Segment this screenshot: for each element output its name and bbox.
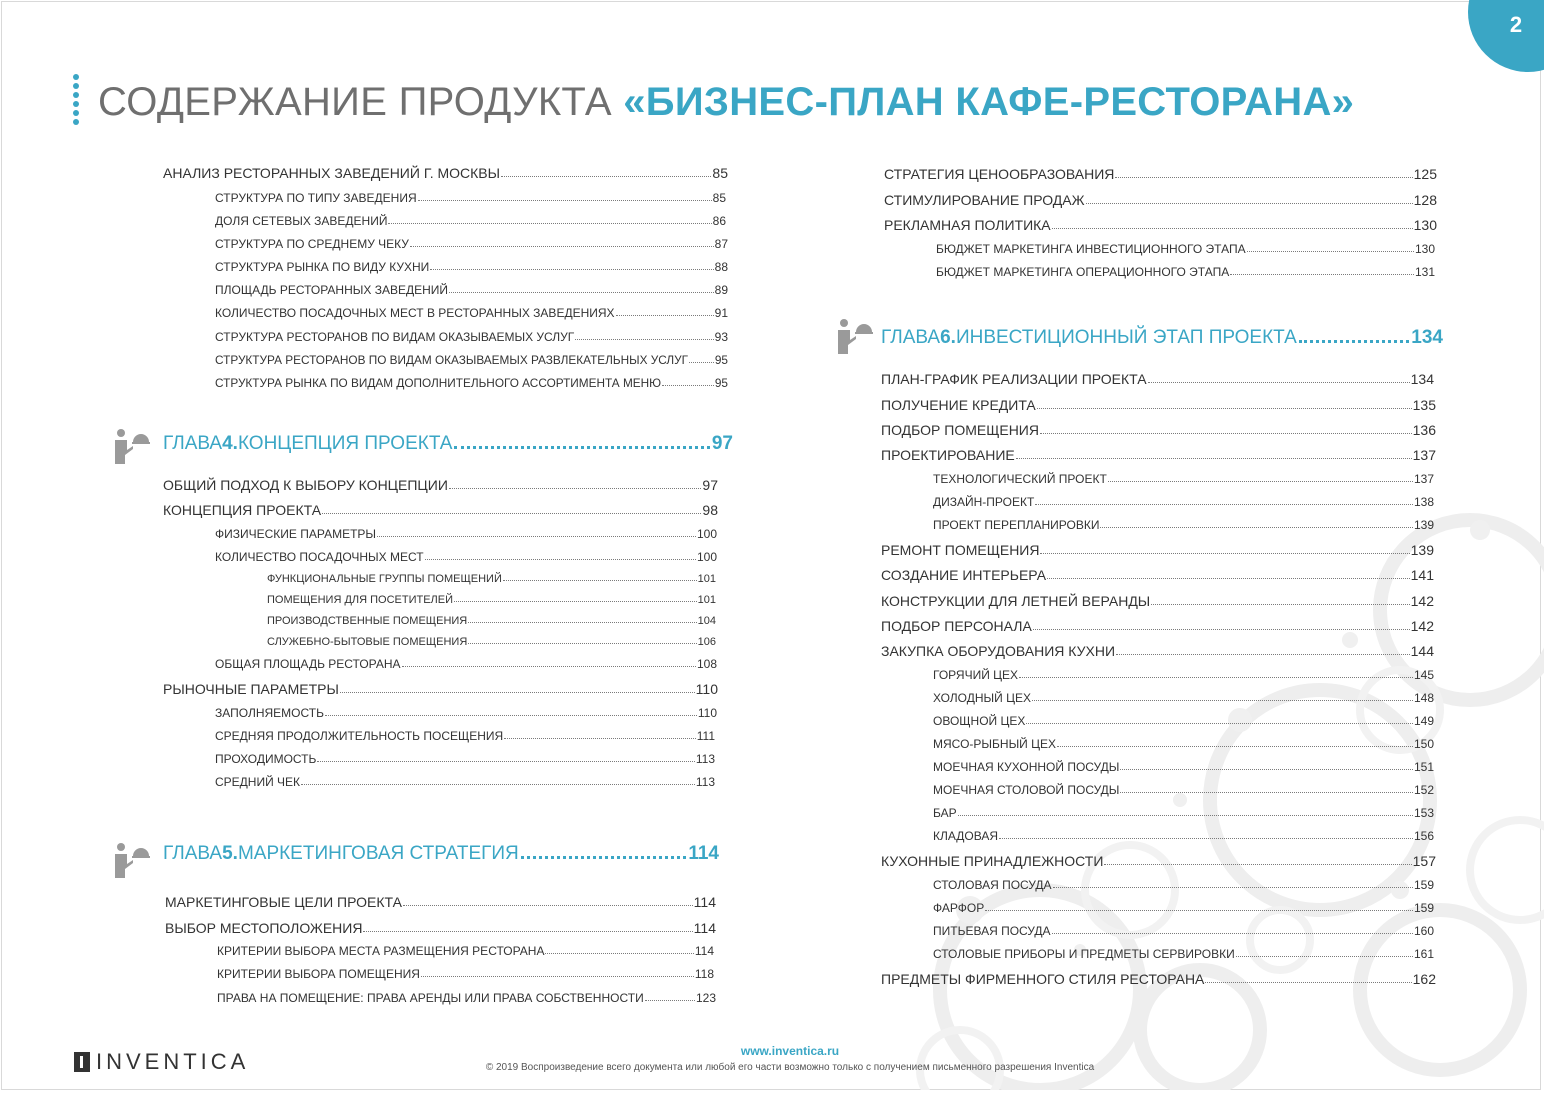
toc-entry-page: 110 (695, 681, 718, 697)
toc-entry[interactable] (933, 783, 1434, 797)
toc-entry-page: 139 (1410, 542, 1434, 558)
toc-entry-page: 91 (714, 306, 728, 320)
toc-entry-title: ГОРЯЧИЙ ЦЕХ (933, 668, 1019, 682)
toc-entry[interactable] (217, 991, 716, 1005)
chapter-4-heading[interactable] (163, 433, 733, 455)
toc-entry[interactable] (933, 737, 1434, 751)
toc-entry[interactable] (933, 924, 1434, 938)
toc-entry-page: 101 (697, 594, 716, 606)
toc-entry[interactable] (215, 550, 717, 564)
inventica-logo-icon (74, 1052, 90, 1072)
toc-entry-page: 160 (1413, 924, 1434, 938)
toc-entry-title: РЕКЛАМНАЯ ПОЛИТИКА (884, 217, 1051, 233)
toc-entry-page: 98 (702, 502, 718, 518)
toc-entry-title: ПРОХОДИМОСТЬ (215, 752, 317, 766)
toc-entry-page: 86 (712, 214, 726, 228)
inventica-logo-text: INVENTICA (96, 1049, 250, 1074)
toc-entry[interactable] (936, 265, 1435, 279)
toc-entry[interactable] (933, 472, 1434, 486)
toc-entry-page: 125 (1413, 166, 1437, 182)
toc-entry-title: КОНСТРУКЦИИ ДЛЯ ЛЕТНЕЙ ВЕРАНДЫ (881, 593, 1151, 609)
toc-entry-title: СТРУКТУРА РЫНКА ПО ВИДУ КУХНИ (215, 260, 430, 274)
chapter-page: 134 (1411, 327, 1443, 348)
inventica-logo[interactable] (74, 1049, 249, 1075)
toc-entry-page: 118 (694, 967, 714, 981)
toc-entry-page: 135 (1412, 397, 1436, 413)
footer-website-link[interactable]: www.inventica.ru (740, 1044, 840, 1058)
toc-entry[interactable] (215, 237, 728, 251)
waiter-serving-icon (112, 842, 152, 878)
page-title (98, 78, 1354, 126)
chapter-title: ИНВЕСТИЦИОННЫЙ ЭТАП ПРОЕКТА (955, 327, 1297, 348)
toc-entry-title: БАР (933, 806, 957, 820)
toc-entry-page: 130 (1414, 242, 1435, 256)
toc-entry-title: КОЛИЧЕСТВО ПОСАДОЧНЫХ МЕСТ (215, 550, 424, 564)
toc-entry[interactable] (215, 706, 717, 720)
toc-entry-title: БЮДЖЕТ МАРКЕТИНГА ИНВЕСТИЦИОННОГО ЭТАПА (936, 242, 1246, 256)
toc-entry[interactable] (933, 495, 1434, 509)
toc-entry-title: БЮДЖЕТ МАРКЕТИНГА ОПЕРАЦИОННОГО ЭТАПА (936, 265, 1230, 279)
toc-entry-page: 137 (1413, 472, 1434, 486)
toc-entry-title: СОЗДАНИЕ ИНТЕРЬЕРА (881, 567, 1047, 583)
toc-entry[interactable] (884, 192, 1437, 208)
toc-entry[interactable] (215, 752, 715, 766)
toc-entry[interactable] (881, 643, 1434, 659)
toc-entry-title: МЯСО-РЫБНЫЙ ЦЕХ (933, 737, 1057, 751)
toc-entry-title: СТИМУЛИРОВАНИЕ ПРОДАЖ (884, 192, 1085, 208)
toc-entry-page: 162 (1412, 971, 1436, 987)
toc-entry-title: КРИТЕРИИ ВЫБОРА ПОМЕЩЕНИЯ (217, 967, 420, 981)
toc-entry-title: СЛУЖЕБНО-БЫТОВЫЕ ПОМЕЩЕНИЯ (267, 636, 468, 648)
toc-entry[interactable] (933, 691, 1434, 705)
toc-entry[interactable] (215, 330, 728, 344)
toc-entry-title: СРЕДНИЙ ЧЕК (215, 775, 301, 789)
toc-entry-title: ОБЩИЙ ПОДХОД К ВЫБОРУ КОНЦЕПЦИИ (163, 477, 448, 493)
toc-entry-title: ПОЛУЧЕНИЕ КРЕДИТА (881, 397, 1036, 413)
chapter-label: ГЛАВА (163, 433, 223, 454)
toc-entry[interactable] (215, 657, 717, 671)
toc-entry[interactable] (884, 217, 1437, 233)
toc-entry-page: 114 (693, 920, 716, 936)
toc-entry[interactable] (215, 191, 726, 205)
toc-entry-title: РЕМОНТ ПОМЕЩЕНИЯ (881, 542, 1040, 558)
toc-entry-title: СТРУКТУРА РЕСТОРАНОВ ПО ВИДАМ ОКАЗЫВАЕМЫХ РАЗВЛЕКАТЕЛЬНЫХ УСЛУГ (215, 353, 688, 367)
toc-entry-title: ПОДБОР ПОМЕЩЕНИЯ (881, 422, 1039, 438)
toc-entry-title: ВЫБОР МЕСТОПОЛОЖЕНИЯ (165, 920, 363, 936)
toc-entry[interactable] (881, 567, 1434, 583)
toc-entry[interactable] (933, 714, 1434, 728)
toc-entry-title: РЫНОЧНЫЕ ПАРАМЕТРЫ (163, 681, 339, 697)
toc-entry-title: МОЕЧНАЯ КУХОННОЙ ПОСУДЫ (933, 760, 1120, 774)
toc-entry-page: 85 (712, 165, 728, 181)
toc-entry-page: 150 (1413, 737, 1434, 751)
toc-entry-title: ПРОЕКТ ПЕРЕПЛАНИРОВКИ (933, 518, 1100, 532)
toc-entry-title: КУХОННЫЕ ПРИНАДЛЕЖНОСТИ (881, 853, 1104, 869)
page-title-accent: «БИЗНЕС-ПЛАН КАФЕ-РЕСТОРАНА» (623, 80, 1355, 124)
chapter-label: ГЛАВА (163, 843, 223, 864)
toc-entry[interactable] (933, 878, 1434, 892)
toc-entry-page: 149 (1413, 714, 1434, 728)
toc-entry[interactable] (215, 353, 728, 367)
toc-entry-page: 113 (695, 775, 715, 789)
toc-entry[interactable] (165, 894, 716, 910)
toc-entry-title: ПИТЬЕВАЯ ПОСУДА (933, 924, 1051, 938)
toc-entry-title: ЗАКУПКА ОБОРУДОВАНИЯ КУХНИ (881, 643, 1116, 659)
chapter-label: ГЛАВА (881, 327, 941, 348)
toc-entry-page: 100 (696, 527, 717, 541)
toc-entry-title: ФУНКЦИОНАЛЬНЫЕ ГРУППЫ ПОМЕЩЕНИЙ (267, 573, 502, 585)
toc-entry-page: 88 (714, 260, 728, 274)
page-number: 2 (1509, 12, 1523, 37)
toc-entry-title: СТРУКТУРА ПО ТИПУ ЗАВЕДЕНИЯ (215, 191, 417, 205)
toc-entry-page: 145 (1413, 668, 1434, 682)
toc-entry[interactable] (215, 306, 728, 320)
toc-entry-title: ПРЕДМЕТЫ ФИРМЕННОГО СТИЛЯ РЕСТОРАНА (881, 971, 1205, 987)
toc-entry[interactable] (163, 502, 718, 518)
toc-entry-title: СТРУКТУРА РЕСТОРАНОВ ПО ВИДАМ ОКАЗЫВАЕМЫХ УСЛУГ (215, 330, 575, 344)
toc-entry[interactable] (215, 283, 728, 297)
toc-entry[interactable] (881, 422, 1436, 438)
toc-entry[interactable] (881, 447, 1436, 463)
toc-entry-page: 95 (714, 353, 728, 367)
toc-entry[interactable] (884, 166, 1437, 182)
toc-entry[interactable] (215, 260, 728, 274)
toc-entry-page: 106 (697, 636, 716, 648)
toc-entry-page: 134 (1410, 371, 1434, 387)
chapter-title: КОНЦЕПЦИЯ ПРОЕКТА (237, 433, 453, 454)
toc-entry[interactable] (163, 681, 718, 697)
toc-entry-page: 141 (1410, 567, 1434, 583)
toc-entry-page: 159 (1413, 901, 1434, 915)
toc-entry-title: ДОЛЯ СЕТЕВЫХ ЗАВЕДЕНИЙ (215, 214, 388, 228)
toc-entry-title: СТОЛОВЫЕ ПРИБОРЫ И ПРЕДМЕТЫ СЕРВИРОВКИ (933, 947, 1235, 961)
toc-entry-title: СТОЛОВАЯ ПОСУДА (933, 878, 1052, 892)
toc-entry-title: ХОЛОДНЫЙ ЦЕХ (933, 691, 1032, 705)
toc-entry-page: 136 (1412, 422, 1436, 438)
toc-entry-title: ПРОИЗВОДСТВЕННЫЕ ПОМЕЩЕНИЯ (267, 615, 468, 627)
toc-entry-page: 131 (1414, 265, 1435, 279)
toc-entry-title: СТРАТЕГИЯ ЦЕНООБРАЗОВАНИЯ (884, 166, 1115, 182)
toc-entry-page: 142 (1410, 593, 1434, 609)
chapter-number: 6. (940, 327, 956, 348)
chapter-title: МАРКЕТИНГОВАЯ СТРАТЕГИЯ (237, 843, 519, 864)
toc-entry-title: ПЛАН-ГРАФИК РЕАЛИЗАЦИИ ПРОЕКТА (881, 371, 1147, 387)
chapter-5-heading[interactable] (163, 843, 719, 865)
toc-entry-title: СТРУКТУРА РЫНКА ПО ВИДАМ ДОПОЛНИТЕЛЬНОГО АССОРТИМЕНТА МЕНЮ (215, 376, 662, 390)
toc-entry[interactable] (215, 376, 728, 390)
toc-entry-page: 152 (1413, 783, 1434, 797)
toc-entry[interactable] (267, 573, 716, 585)
toc-entry[interactable] (933, 806, 1434, 820)
toc-entry-page: 100 (696, 550, 717, 564)
toc-entry-title: КОНЦЕПЦИЯ ПРОЕКТА (163, 502, 322, 518)
waiter-serving-icon (112, 428, 152, 464)
toc-entry-page: 139 (1413, 518, 1434, 532)
toc-entry[interactable] (217, 967, 714, 981)
chapter-number: 5. (222, 843, 238, 864)
toc-entry[interactable] (881, 618, 1434, 634)
toc-entry-page: 128 (1413, 192, 1437, 208)
toc-entry-page: 104 (697, 615, 716, 627)
toc-entry[interactable] (933, 829, 1434, 843)
toc-entry-title: ПОДБОР ПЕРСОНАЛА (881, 618, 1032, 634)
toc-entry[interactable] (933, 760, 1434, 774)
toc-entry-page: 151 (1413, 760, 1434, 774)
toc-entry-page: 159 (1413, 878, 1434, 892)
toc-entry[interactable] (215, 214, 726, 228)
toc-entry-page: 157 (1412, 853, 1436, 869)
chapter-6-heading[interactable] (881, 327, 1443, 349)
toc-entry-page: 144 (1410, 643, 1434, 659)
toc-entry[interactable] (881, 542, 1434, 558)
toc-entry-title: АНАЛИЗ РЕСТОРАННЫХ ЗАВЕДЕНИЙ Г. МОСКВЫ (163, 165, 501, 181)
toc-entry-page: 138 (1413, 495, 1434, 509)
toc-entry-page: 123 (695, 991, 716, 1005)
toc-entry-title: ЗАПОЛНЯЕМОСТЬ (215, 706, 324, 720)
toc-entry-title: КРИТЕРИИ ВЫБОРА МЕСТА РАЗМЕЩЕНИЯ РЕСТОРАНА (217, 944, 545, 958)
toc-entry-page: 85 (712, 191, 726, 205)
toc-entry-page: 161 (1413, 947, 1434, 961)
toc-entry[interactable] (165, 920, 716, 936)
footer-copyright: © 2019 Воспроизведение всего документа или любой его части возможно только с получением письменного разрешения Inventica (485, 1062, 1095, 1073)
decorative-circles (880, 470, 1544, 1090)
toc-entry-page: 153 (1413, 806, 1434, 820)
toc-entry-title: ПЛОЩАДЬ РЕСТОРАННЫХ ЗАВЕДЕНИЙ (215, 283, 449, 297)
toc-entry[interactable] (881, 853, 1436, 869)
title-dots-decoration (73, 74, 81, 132)
toc-entry-title: ОБЩАЯ ПЛОЩАДЬ РЕСТОРАНА (215, 657, 401, 671)
toc-entry[interactable] (933, 901, 1434, 915)
toc-entry[interactable] (881, 397, 1436, 413)
toc-entry-title: ФАРФОР (933, 901, 985, 915)
toc-entry[interactable] (933, 518, 1434, 532)
toc-entry-title: МАРКЕТИНГОВЫЕ ЦЕЛИ ПРОЕКТА (165, 894, 402, 910)
toc-entry-title: ТЕХНОЛОГИЧЕСКИЙ ПРОЕКТ (933, 472, 1107, 486)
chapter-number: 4. (222, 433, 238, 454)
toc-entry-title: КЛАДОВАЯ (933, 829, 999, 843)
toc-entry[interactable] (215, 775, 715, 789)
toc-entry[interactable] (936, 242, 1435, 256)
toc-entry-title: КОЛИЧЕСТВО ПОСАДОЧНЫХ МЕСТ В РЕСТОРАННЫХ ЗАВЕДЕНИЯХ (215, 306, 615, 320)
toc-entry-page: 156 (1413, 829, 1434, 843)
toc-entry-title: ОВОЩНОЙ ЦЕХ (933, 714, 1026, 728)
toc-entry-page: 93 (714, 330, 728, 344)
toc-entry-title: МОЕЧНАЯ СТОЛОВОЙ ПОСУДЫ (933, 783, 1120, 797)
toc-entry[interactable] (933, 668, 1434, 682)
toc-entry-title: ФИЗИЧЕСКИЕ ПАРАМЕТРЫ (215, 527, 377, 541)
toc-entry-page: 114 (694, 944, 714, 958)
toc-entry-title: ПРОЕКТИРОВАНИЕ (881, 447, 1015, 463)
toc-entry[interactable] (881, 971, 1436, 987)
page-title-prefix: СОДЕРЖАНИЕ ПРОДУКТА (98, 80, 624, 124)
toc-entry[interactable] (881, 371, 1434, 387)
toc-entry[interactable] (881, 593, 1434, 609)
toc-entry-page: 101 (697, 573, 716, 585)
chapter-page: 97 (711, 433, 733, 454)
toc-entry[interactable] (163, 477, 718, 493)
toc-entry[interactable] (267, 636, 716, 648)
toc-entry-title: ДИЗАЙН-ПРОЕКТ (933, 495, 1035, 509)
toc-entry-page: 114 (693, 894, 716, 910)
toc-entry-page: 87 (714, 237, 728, 251)
toc-entry[interactable] (267, 594, 716, 606)
toc-entry-page: 97 (702, 477, 718, 493)
toc-entry-page: 148 (1413, 691, 1434, 705)
chapter-page: 114 (688, 843, 719, 864)
toc-entry-page: 137 (1412, 447, 1436, 463)
toc-entry-page: 142 (1410, 618, 1434, 634)
toc-entry-title: ПРАВА НА ПОМЕЩЕНИЕ: ПРАВА АРЕНДЫ ИЛИ ПРАВА СОБСТВЕННОСТИ (217, 991, 644, 1005)
toc-entry-page: 110 (697, 706, 717, 720)
toc-entry-page: 111 (696, 729, 715, 743)
toc-entry[interactable] (933, 947, 1434, 961)
waiter-serving-icon (835, 318, 875, 354)
toc-entry[interactable] (215, 527, 717, 541)
toc-entry-title: СРЕДНЯЯ ПРОДОЛЖИТЕЛЬНОСТЬ ПОСЕЩЕНИЯ (215, 729, 504, 743)
toc-entry[interactable] (267, 615, 716, 627)
toc-entry-page: 130 (1413, 217, 1437, 233)
toc-entry-page: 95 (714, 376, 728, 390)
toc-entry-title: СТРУКТУРА ПО СРЕДНЕМУ ЧЕКУ (215, 237, 409, 251)
toc-entry[interactable] (217, 944, 714, 958)
toc-entry[interactable] (215, 729, 715, 743)
toc-entry-title: ПОМЕЩЕНИЯ ДЛЯ ПОСЕТИТЕЛЕЙ (267, 594, 454, 606)
toc-entry[interactable] (163, 165, 728, 181)
toc-entry-page: 108 (696, 657, 717, 671)
toc-entry-page: 113 (695, 752, 715, 766)
toc-entry-page: 89 (714, 283, 728, 297)
